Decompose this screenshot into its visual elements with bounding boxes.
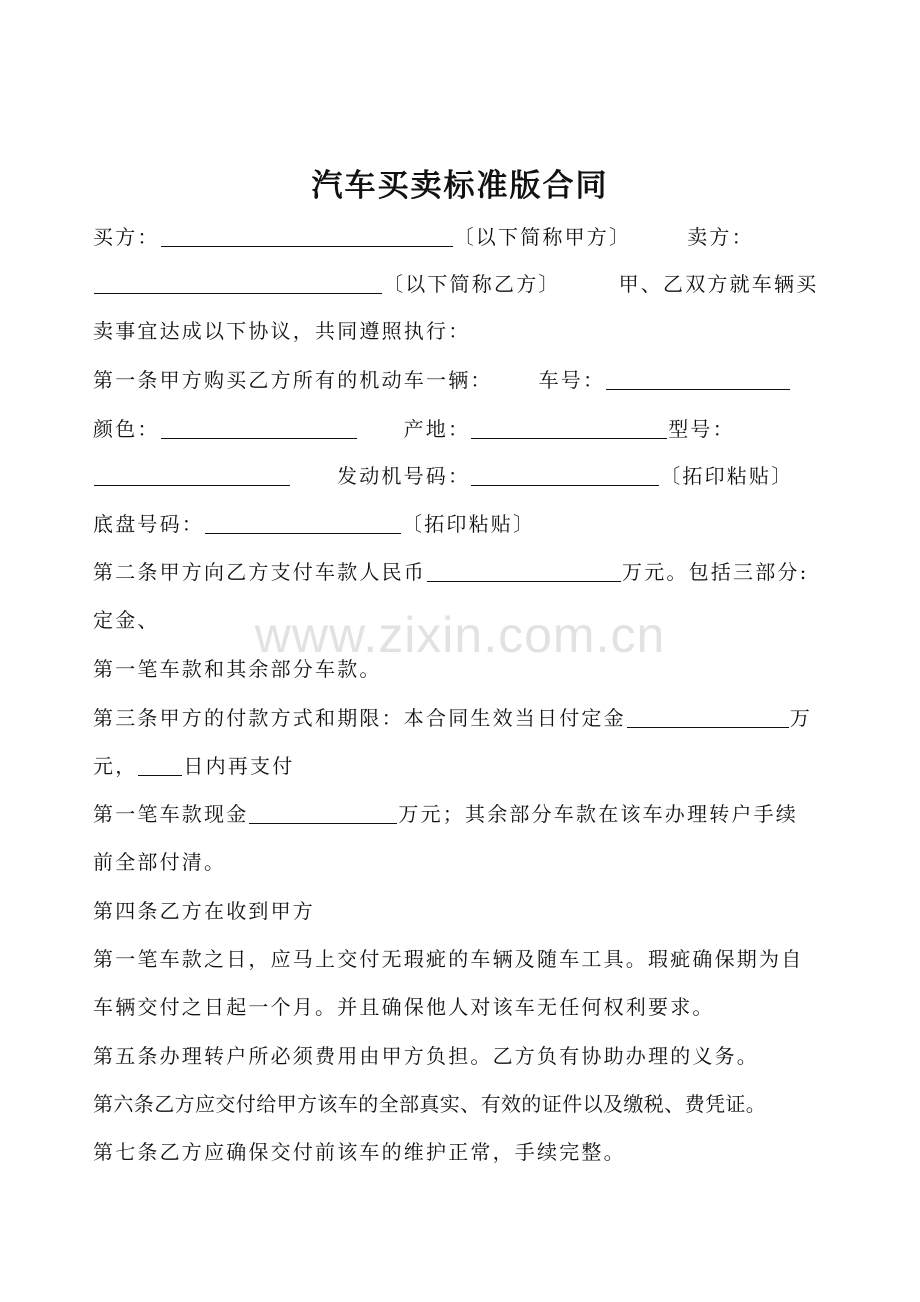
color-label: 颜色：: [93, 417, 160, 441]
engine-number-blank: [471, 465, 659, 486]
vehicle-info-line: [93, 414, 735, 444]
first-payment-text: 万元；其余部分车款在该车办理转户手续: [398, 802, 799, 826]
paragraph-line: 定金、: [93, 608, 160, 632]
paragraph-line: 卖事宜达成以下协议，共同遵照执行：: [93, 319, 471, 343]
paragraph-line: 第一笔车款之日，应马上交付无瑕疵的车辆及随车工具。瑕疵确保期为自: [93, 947, 804, 971]
buyer-line: [93, 222, 754, 252]
first-payment-line: [93, 799, 798, 829]
plate-blank: [606, 369, 790, 390]
model-blank: [94, 465, 290, 486]
buyer-alias-note: 〔以下简称甲方〕: [453, 225, 632, 249]
paragraph-line: 第六条乙方应交付给甲方该车的全部真实、有效的证件以及缴税、费凭证。: [93, 1092, 767, 1116]
article-2-text-end: 万元。包括三部分:: [622, 560, 809, 584]
engine-line: [93, 461, 793, 491]
paragraph-line: 第七条乙方应确保交付前该车的维护正常，手续完整。: [93, 1140, 626, 1164]
article-3-line: [93, 703, 812, 733]
article-3-cont-line: [93, 751, 294, 781]
article-3-unit: 万: [789, 706, 813, 730]
chassis-line: [93, 509, 535, 539]
document-title: 汽车买卖标准版合同: [311, 168, 609, 204]
pay-within-text: 日内再支付: [183, 754, 295, 778]
chassis-number-blank: [205, 513, 401, 534]
buyer-label: 买方：: [93, 225, 160, 249]
engine-rubbing-note: 〔拓印粘贴〕: [660, 464, 794, 488]
origin-blank: [471, 418, 667, 439]
paragraph-line: 车辆交付之日起一个月。并且确保他人对该车无任何权利要求。: [93, 995, 715, 1019]
engine-number-label: 发动机号码：: [337, 464, 471, 488]
unit-text: 元，: [93, 754, 138, 778]
paragraph-line: 前全部付清。: [93, 850, 227, 874]
first-payment-label: 第一笔车款现金: [93, 802, 249, 826]
seller-alias-note: 〔以下简称乙方〕: [383, 272, 561, 296]
model-label: 型号：: [668, 417, 735, 441]
paragraph-line: 第一笔车款和其余部分车款。: [93, 657, 382, 681]
intro-text: 甲、乙双方就车辆买: [618, 272, 819, 296]
paragraph-line: 第四条乙方在收到甲方: [93, 899, 315, 923]
chassis-number-label: 底盘号码：: [93, 512, 204, 536]
chassis-rubbing-note: 〔拓印粘贴〕: [402, 512, 536, 536]
origin-label: 产地：: [403, 417, 471, 441]
article-3-text: 第三条甲方的付款方式和期限：本合同生效当日付定金: [93, 706, 626, 730]
watermark: www.zixin.com.cn: [254, 607, 666, 663]
article-2-line: [93, 557, 809, 587]
article-2-text: 第二条甲方向乙方支付车款人民币: [93, 560, 426, 584]
article-1-text: 第一条甲方购买乙方所有的机动车一辆：: [93, 368, 493, 392]
deposit-blank: [627, 707, 789, 728]
article-1-line: [93, 365, 791, 395]
price-blank: [427, 561, 621, 582]
seller-label: 卖方：: [687, 225, 754, 249]
plate-label: 车号：: [538, 368, 606, 392]
seller-line: [93, 269, 818, 299]
color-blank: [161, 418, 357, 439]
paragraph-line: 第五条办理转户所必须费用由甲方负担。乙方负有协助办理的义务。: [93, 1044, 759, 1068]
seller-name-blank: [94, 273, 382, 294]
days-blank: [138, 755, 182, 776]
buyer-name-blank: [161, 226, 453, 247]
first-payment-blank: [249, 803, 397, 824]
